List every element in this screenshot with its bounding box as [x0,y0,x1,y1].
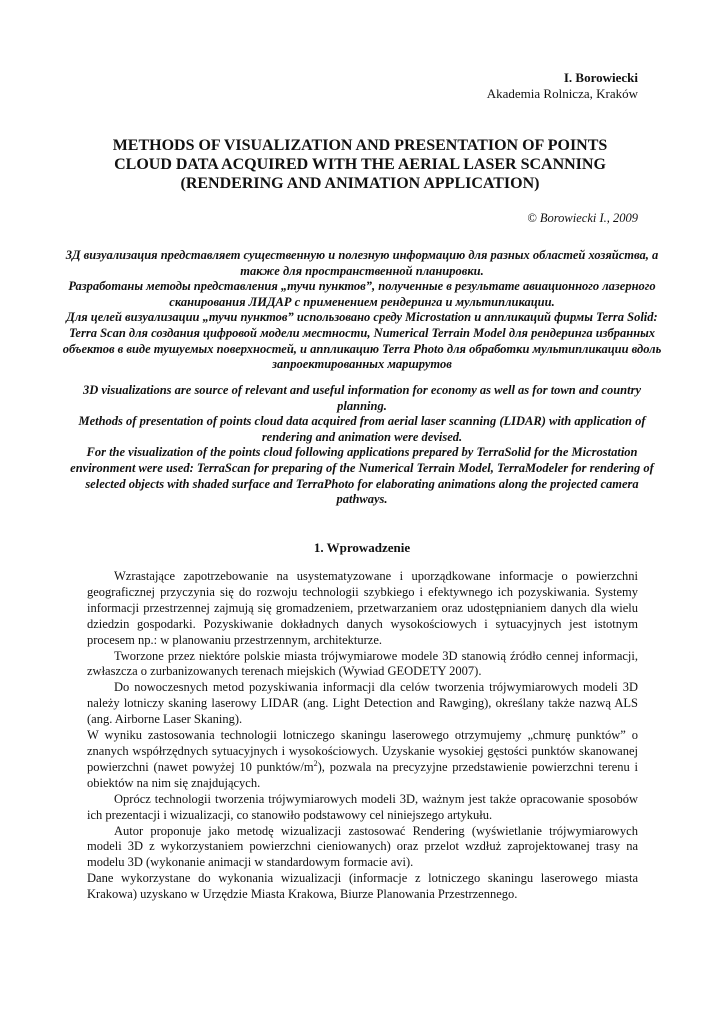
title-line-1: METHODS OF VISUALIZATION AND PRESENTATION OF POINTS [112,137,608,154]
abstract-ru-paragraph-2: Разработаны методы представления „тучи пунктов”, полученные в результате авиационного лазерного сканирования ЛИДАР с применением рендеринга и мультипликации. [68,279,656,309]
copyright-notice: © Borowiecki I., 2009 [527,211,638,225]
body-paragraph-7: Dane wykorzystane do wykonania wizualizacji (informacje z lotniczego skaningu laserowego miasta Krakowa) uzyskano w Urzędzie Miasta Krakowa, Biurze Planowania Przestrzennego. [87,871,638,902]
abstract-russian [60,248,664,373]
body-paragraph-4 [87,728,638,792]
author-block [487,70,638,102]
body-paragraph-4-main: W wyniku zastosowania technologii lotniczego skaningu laserowego otrzymujemy „chmurę punktów” o znanych współrzędnych sytuacyjnych i wysokościowych. Uzyskanie wysokiej gęstości punktów skanowanej powierzchni (nawet powyżej 10 punktów/m [87,728,638,774]
title-line-3: (RENDERING AND ANIMATION APPLICATION) [180,175,540,192]
body-paragraph-2: Tworzone przez niektóre polskie miasta trójwymiarowe modele 3D stanowią źródło cennej informacji, zwłaszcza o zurbanizowanych terenach miejskich (Wywiad GEODETY 2007). [87,648,638,679]
author-name: I. Borowiecki [563,70,638,85]
paper-title [70,136,650,193]
abstract-en-paragraph-3: For the visualization of the points cloud following applications prepared by TerraSolid for the Microstation environment were used: TerraScan for preparing of the Numerical Terrain Model, TerraModeler for rendering of selected objects with shaded surface and TerraPhoto for elaborating animations along the projected camera pathways. [70,445,654,507]
abstract-ru-paragraph-1: 3Д визуализация представляет существенную и полезную информацию для разных областей хозяйства, а также для пространственной планировки. [65,248,659,278]
author-affiliation: Akademia Rolnicza, Kraków [486,86,638,101]
body-paragraph-6: Autor proponuje jako metodę wizualizacji zastosować Rendering (wyświetlanie trójwymiarowych modeli 3D z wykorzystaniem powierzchni cieniowanych) oraz przelot wzdłuż zaprojektowanej trasy na modelu 3D (wykonanie animacji w standardowym formacie avi). [87,823,638,870]
abstract-en-paragraph-2: Methods of presentation of points cloud data acquired from aerial laser scanning (LIDAR) with application of rendering and animation were devised. [78,414,646,444]
body-paragraph-3: Do nowoczesnych metod pozyskiwania informacji dla celów tworzenia trójwymiarowych modeli 3D należy lotniczy skaning laserowy LIDAR (ang. Light Detection and Rawging), określany także nazwą ALS (ang. Airborne Laser Skaning). [87,680,638,727]
title-line-2: CLOUD DATA ACQUIRED WITH THE AERIAL LASER SCANNING [114,156,606,173]
body-paragraph-1: Wzrastające zapotrzebowanie na usystematyzowane i uporządkowane informacje o powierzchni geograficznej przyczynia się do rozwoju technologii szybkiego i efektywnego ich pozyskiwania. Systemy informacji przestrzennej zajmują się gromadzeniem, przetwarzaniem oraz udostępnianiem danych dla wielu dziedzin gospodarki. Pozyskiwanie dokładnych danych wysokościowych i sytuacyjnych jest istotnym procesem np.: w planowaniu przestrzennym, architekturze. [87,569,638,647]
section-heading: 1. Wprowadzenie [313,540,411,555]
body-paragraph-4-superscript: 2 [313,758,318,768]
abstract-english [60,383,664,508]
abstract-en-paragraph-1: 3D visualizations are source of relevant and useful information for economy as well as for town and country planning. [82,383,642,413]
body-paragraph-5: Oprócz technologii tworzenia trójwymiarowych modeli 3D, ważnym jest także opracowanie sposobów ich prezentacji i wizualizacji, co stanowiło podstawowy cel niniejszego artykułu. [87,791,638,822]
body-paragraph-4-tail: ), pozwala na precyzyjne przedstawienie powierzchni terenu i obiektów na nim się znajdujących. [87,759,638,790]
body-text [87,569,638,903]
abstract-ru-paragraph-3: Для целей визуализации „тучи пунктов” использовано среду Microstation и аппликаций фирмы Terra Solid: Terra Scan для создания цифровой модели местности, Numerical Terrain Model для рендеринга избранных объектов в виде тушуемых поверхностей, и аппликацию Terra Photo для обработки мультипликации вдоль запроектированных маршрутов [62,310,662,372]
